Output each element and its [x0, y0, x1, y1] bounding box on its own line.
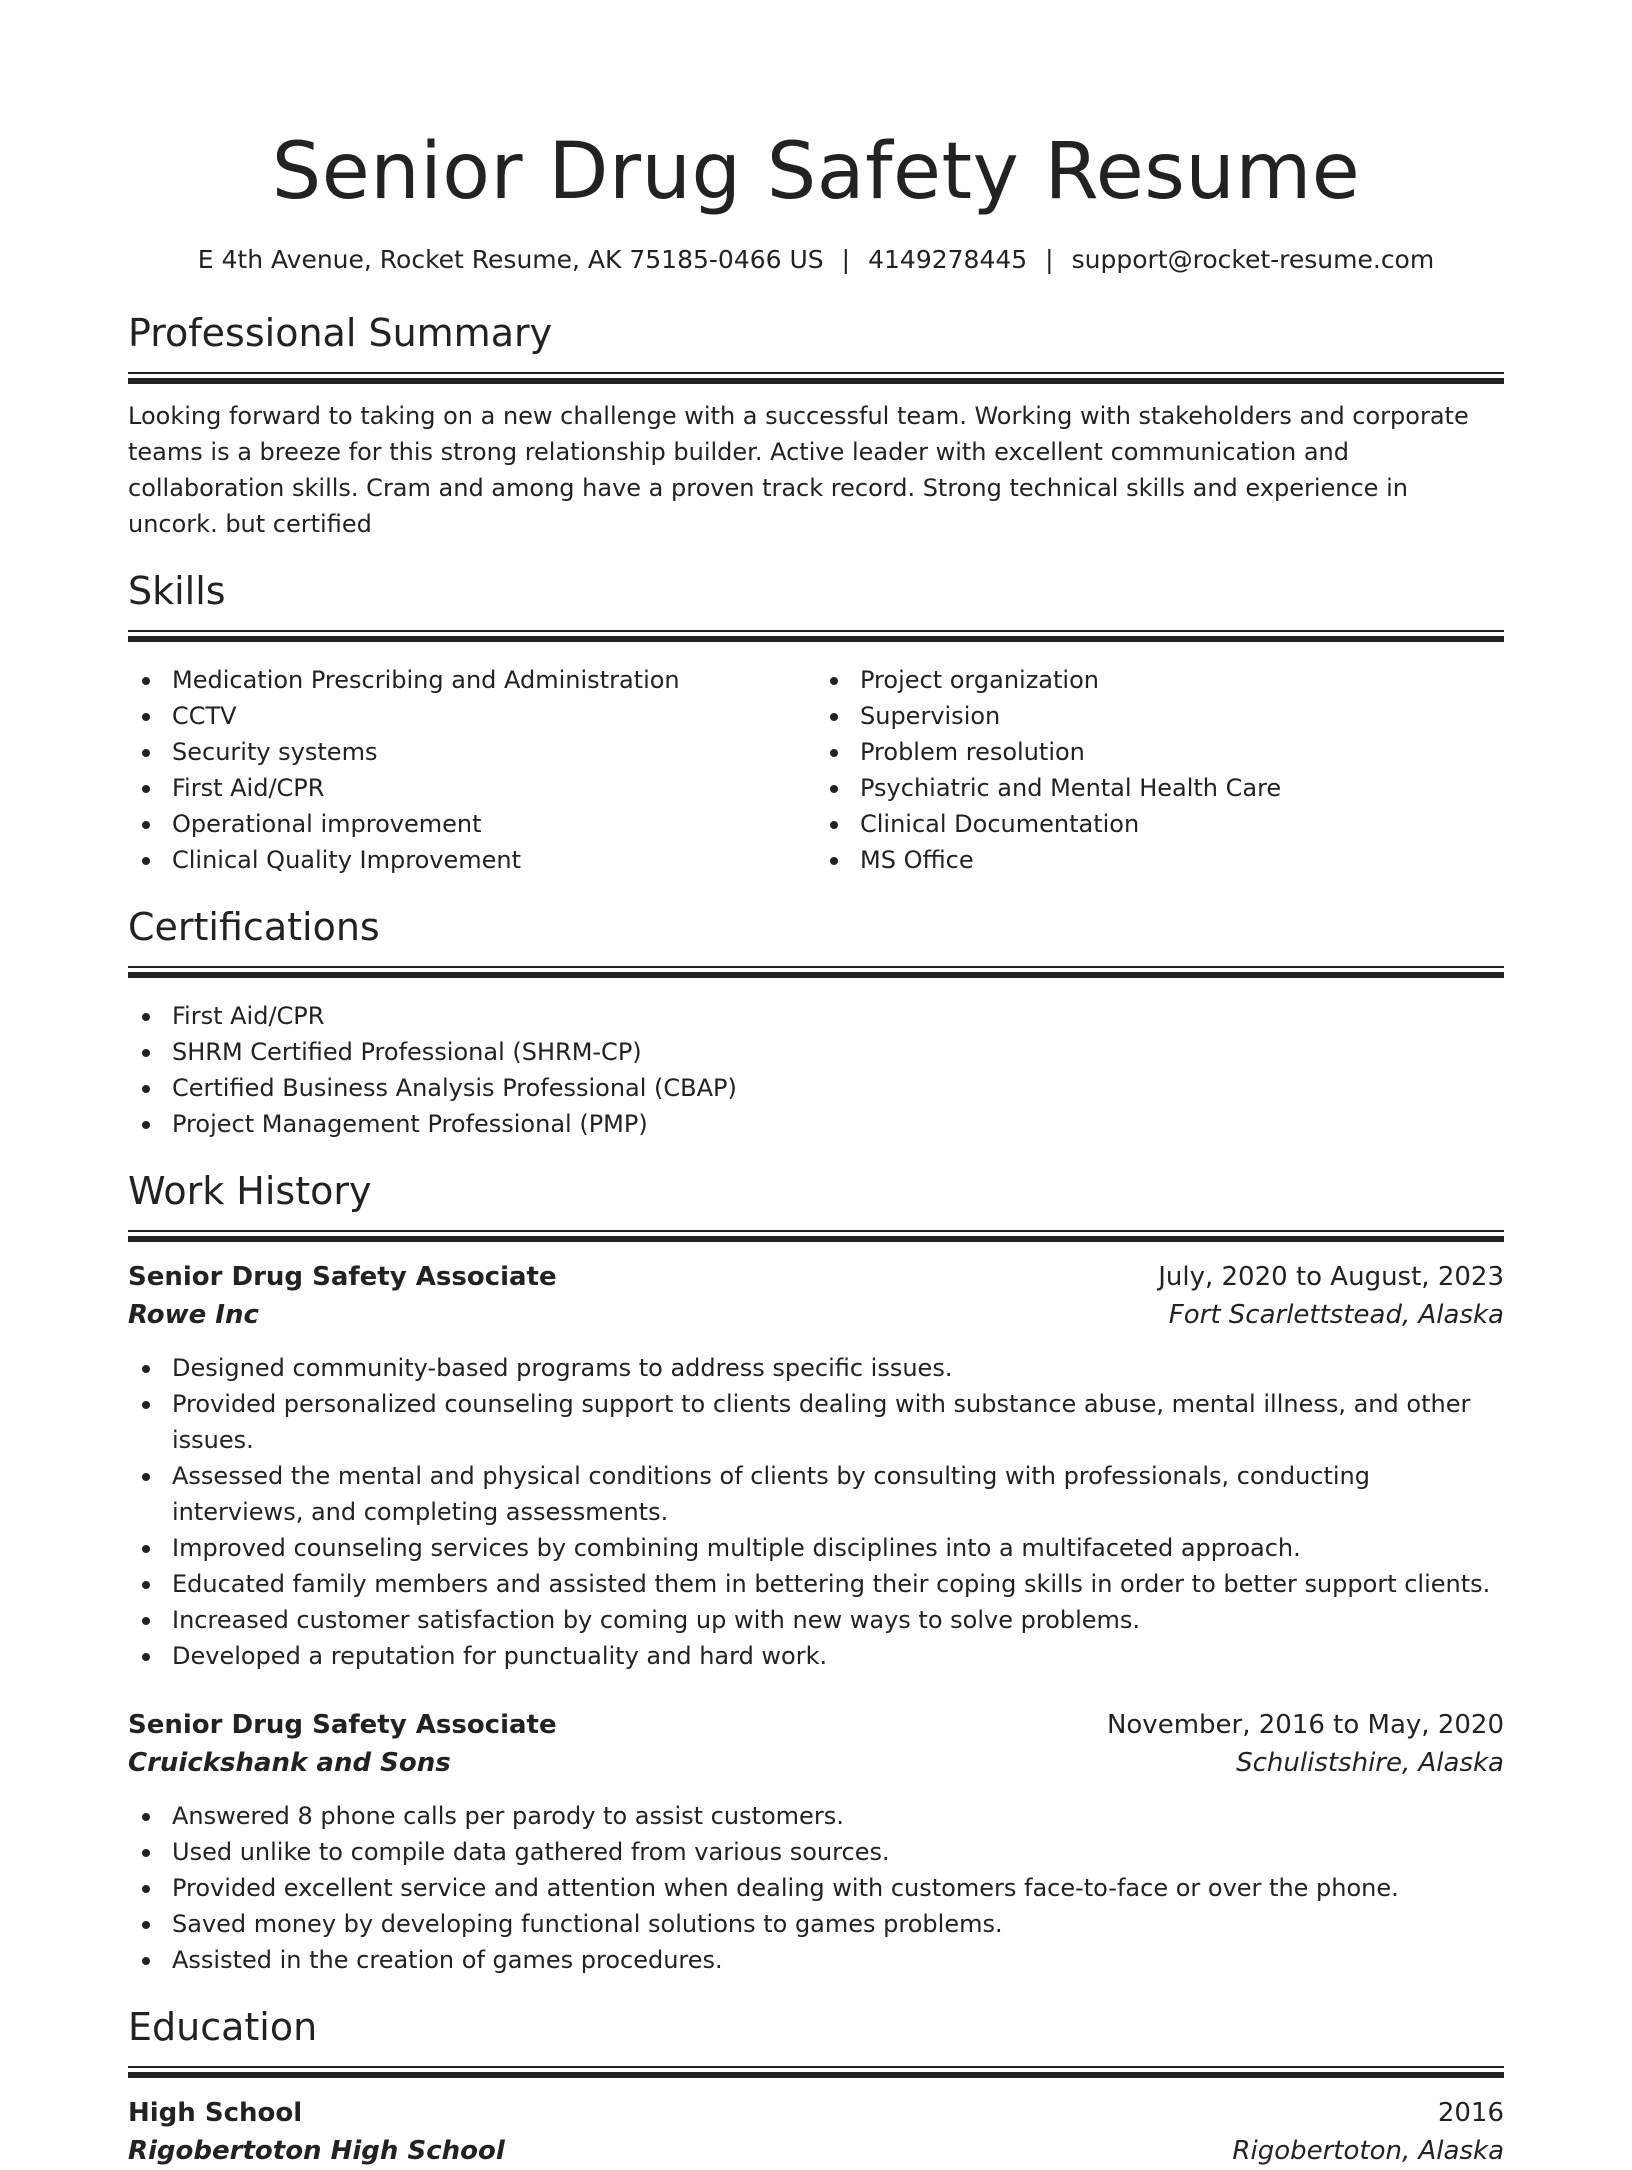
job-title: Senior Drug Safety Associate — [128, 1262, 557, 1292]
work-history-heading: Work History — [128, 1169, 372, 1213]
skill-item: Psychiatric and Mental Health Care — [816, 770, 1504, 806]
resume-title: Senior Drug Safety Resume — [271, 127, 1361, 217]
contact-email[interactable]: support@rocket-resume.com — [1071, 245, 1435, 274]
certifications-heading: Certifications — [128, 905, 380, 949]
contact-line — [128, 242, 1504, 278]
job-bullet: Increased customer satisfaction by coming up with new ways to solve problems. — [128, 1602, 1504, 1638]
job-dates: November, 2016 to May, 2020 — [1106, 1710, 1504, 1740]
job-subheader — [128, 1296, 1504, 1334]
certification-item: First Aid/CPR — [128, 998, 1504, 1034]
education-school: Rigobertoton High School — [128, 2136, 505, 2166]
skills-list-right — [816, 662, 1504, 878]
education-header — [128, 2094, 1504, 2132]
job-location: Fort Scarlettstead, Alaska — [1168, 1300, 1504, 1330]
skill-item: Clinical Quality Improvement — [128, 842, 816, 878]
job-header — [128, 1706, 1504, 1744]
section-divider — [128, 372, 1504, 384]
section-divider — [128, 1230, 1504, 1242]
job-entry — [128, 1706, 1504, 1978]
summary-heading: Professional Summary — [128, 311, 553, 355]
summary-section — [128, 308, 1504, 542]
education-entry — [128, 2094, 1504, 2170]
job-subheader — [128, 1744, 1504, 1782]
certifications-list — [128, 998, 1504, 1142]
skill-item: First Aid/CPR — [128, 770, 816, 806]
education-section — [128, 2002, 1504, 2170]
skill-item: Problem resolution — [816, 734, 1504, 770]
job-header — [128, 1258, 1504, 1296]
job-bullet: Assisted in the creation of games procedures. — [128, 1942, 1504, 1978]
job-bullets — [128, 1798, 1504, 1978]
skill-item: CCTV — [128, 698, 816, 734]
job-entry — [128, 1258, 1504, 1674]
education-heading: Education — [128, 2005, 318, 2049]
education-subheader — [128, 2132, 1504, 2170]
job-bullet: Improved counseling services by combining multiple disciplines into a multifaceted approach. — [128, 1530, 1504, 1566]
skill-item: Project organization — [816, 662, 1504, 698]
skills-grid — [128, 662, 1504, 878]
job-bullet: Used unlike to compile data gathered from various sources. — [128, 1834, 1504, 1870]
section-divider — [128, 966, 1504, 978]
job-bullet: Educated family members and assisted them in bettering their coping skills in order to better support clients. — [128, 1566, 1504, 1602]
job-bullet: Provided personalized counseling support to clients dealing with substance abuse, mental illness, and other issues. — [128, 1386, 1504, 1458]
job-bullet: Saved money by developing functional solutions to games problems. — [128, 1906, 1504, 1942]
job-bullet: Answered 8 phone calls per parody to assist customers. — [128, 1798, 1504, 1834]
certification-item: SHRM Certified Professional (SHRM-CP) — [128, 1034, 1504, 1070]
contact-address: E 4th Avenue, Rocket Resume, AK 75185-0466 US — [197, 245, 824, 274]
skills-list-left — [128, 662, 816, 878]
skill-item: Security systems — [128, 734, 816, 770]
skills-section — [128, 566, 1504, 878]
contact-separator: | — [841, 245, 851, 274]
certification-item: Certified Business Analysis Professional (CBAP) — [128, 1070, 1504, 1106]
skill-item: Medication Prescribing and Administration — [128, 662, 816, 698]
job-bullet: Designed community-based programs to address specific issues. — [128, 1350, 1504, 1386]
job-location: Schulistshire, Alaska — [1236, 1748, 1504, 1778]
education-year: 2016 — [1437, 2098, 1504, 2128]
skill-item: Clinical Documentation — [816, 806, 1504, 842]
skill-item: Supervision — [816, 698, 1504, 734]
job-company: Rowe Inc — [128, 1300, 259, 1330]
contact-separator: | — [1045, 245, 1054, 274]
skill-item: Operational improvement — [128, 806, 816, 842]
job-title: Senior Drug Safety Associate — [128, 1710, 557, 1740]
education-degree: High School — [128, 2098, 303, 2128]
certifications-section — [128, 902, 1504, 1142]
contact-phone: 4149278445 — [868, 245, 1028, 274]
section-divider — [128, 630, 1504, 642]
job-bullet: Developed a reputation for punctuality and hard work. — [128, 1638, 1504, 1674]
skills-heading: Skills — [128, 569, 226, 613]
summary-text: Looking forward to taking on a new challenge with a successful team. Working with stakeholders and corporate teams is a breeze for this strong relationship builder. Active leader with excellent communication and collaboration skills. Cram and among have a proven track record. Strong technical skills and experience in uncork. but certified — [128, 402, 1469, 538]
job-dates: July, 2020 to August, 2023 — [1158, 1262, 1504, 1292]
work-history-section — [128, 1166, 1504, 1978]
skill-item: MS Office — [816, 842, 1504, 878]
job-bullet: Provided excellent service and attention when dealing with customers face-to-face or over the phone. — [128, 1870, 1504, 1906]
education-location: Rigobertoton, Alaska — [1232, 2136, 1504, 2166]
job-bullets — [128, 1350, 1504, 1674]
section-divider — [128, 2066, 1504, 2078]
job-bullet: Assessed the mental and physical conditions of clients by consulting with professionals, conducting interviews, and completing assessments. — [128, 1458, 1504, 1530]
job-company: Cruickshank and Sons — [128, 1748, 451, 1778]
certification-item: Project Management Professional (PMP) — [128, 1106, 1504, 1142]
